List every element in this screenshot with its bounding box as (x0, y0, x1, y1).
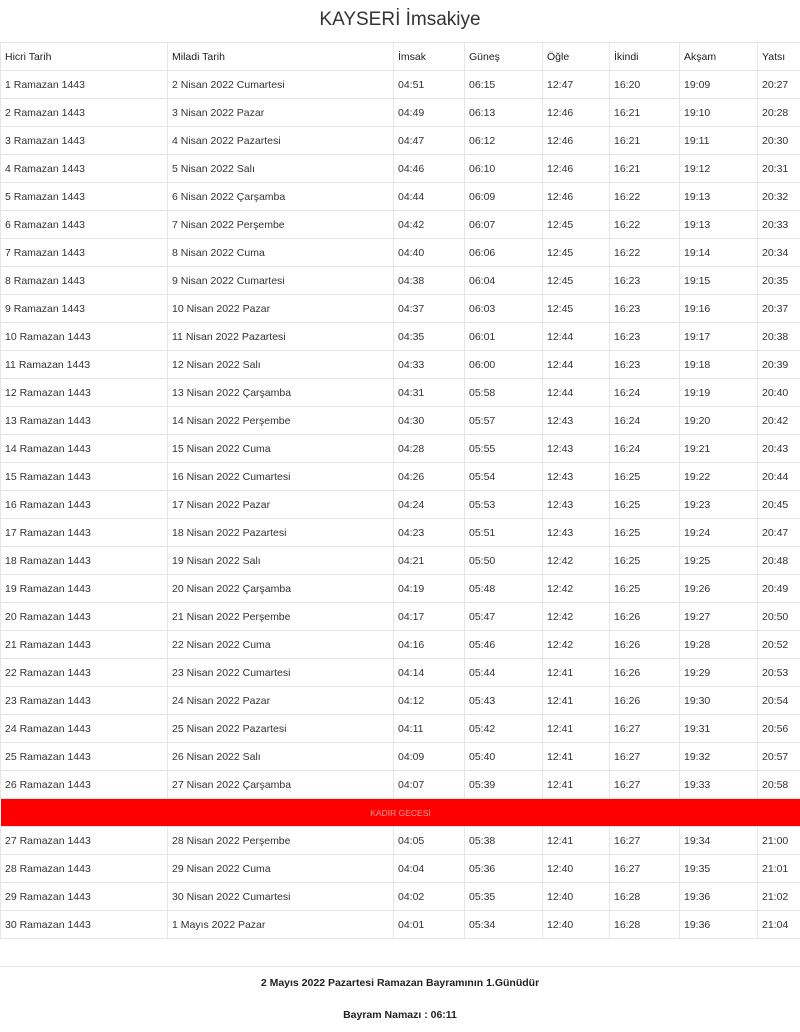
cell-ogle: 12:40 (543, 883, 610, 911)
cell-hicri: 24 Ramazan 1443 (1, 715, 168, 743)
cell-imsak: 04:02 (394, 883, 465, 911)
cell-ogle: 12:43 (543, 435, 610, 463)
cell-gunes: 05:54 (465, 463, 543, 491)
cell-imsak: 04:21 (394, 547, 465, 575)
cell-miladi: 6 Nisan 2022 Çarşamba (168, 183, 394, 211)
cell-hicri: 7 Ramazan 1443 (1, 239, 168, 267)
cell-hicri: 19 Ramazan 1443 (1, 575, 168, 603)
cell-hicri: 17 Ramazan 1443 (1, 519, 168, 547)
cell-aksam: 19:12 (680, 155, 758, 183)
table-row (1, 351, 800, 379)
cell-imsak: 04:35 (394, 323, 465, 351)
cell-imsak: 04:46 (394, 155, 465, 183)
column-header-miladi: Miladi Tarih (168, 43, 394, 71)
table-row (1, 155, 800, 183)
table-body-before (1, 71, 800, 799)
cell-yatsi: 20:37 (758, 295, 800, 323)
cell-gunes: 05:39 (465, 771, 543, 799)
cell-miladi: 25 Nisan 2022 Pazartesi (168, 715, 394, 743)
cell-aksam: 19:30 (680, 687, 758, 715)
cell-imsak: 04:01 (394, 911, 465, 939)
cell-aksam: 19:10 (680, 99, 758, 127)
cell-hicri: 25 Ramazan 1443 (1, 743, 168, 771)
cell-ogle: 12:41 (543, 771, 610, 799)
table-row (1, 855, 800, 883)
cell-imsak: 04:31 (394, 379, 465, 407)
cell-ogle: 12:45 (543, 239, 610, 267)
cell-miladi: 1 Mayıs 2022 Pazar (168, 911, 394, 939)
cell-imsak: 04:44 (394, 183, 465, 211)
cell-ikindi: 16:25 (610, 491, 680, 519)
table-row (1, 631, 800, 659)
cell-aksam: 19:26 (680, 575, 758, 603)
cell-ogle: 12:41 (543, 687, 610, 715)
cell-hicri: 1 Ramazan 1443 (1, 71, 168, 99)
cell-yatsi: 20:27 (758, 71, 800, 99)
cell-miladi: 7 Nisan 2022 Perşembe (168, 211, 394, 239)
cell-aksam: 19:17 (680, 323, 758, 351)
cell-miladi: 28 Nisan 2022 Perşembe (168, 827, 394, 855)
cell-ikindi: 16:25 (610, 547, 680, 575)
cell-gunes: 05:38 (465, 827, 543, 855)
cell-yatsi: 20:39 (758, 351, 800, 379)
cell-aksam: 19:11 (680, 127, 758, 155)
column-header-aksam: Akşam (680, 43, 758, 71)
cell-aksam: 19:33 (680, 771, 758, 799)
cell-ogle: 12:46 (543, 155, 610, 183)
table-row (1, 183, 800, 211)
cell-miladi: 3 Nisan 2022 Pazar (168, 99, 394, 127)
cell-ogle: 12:41 (543, 743, 610, 771)
cell-ogle: 12:46 (543, 183, 610, 211)
table-row (1, 211, 800, 239)
cell-aksam: 19:16 (680, 295, 758, 323)
column-header-gunes: Güneş (465, 43, 543, 71)
cell-imsak: 04:09 (394, 743, 465, 771)
table-row (1, 491, 800, 519)
cell-hicri: 10 Ramazan 1443 (1, 323, 168, 351)
cell-hicri: 8 Ramazan 1443 (1, 267, 168, 295)
cell-ogle: 12:43 (543, 407, 610, 435)
cell-imsak: 04:12 (394, 687, 465, 715)
cell-ogle: 12:45 (543, 295, 610, 323)
cell-miladi: 11 Nisan 2022 Pazartesi (168, 323, 394, 351)
cell-gunes: 05:40 (465, 743, 543, 771)
cell-miladi: 15 Nisan 2022 Cuma (168, 435, 394, 463)
cell-gunes: 05:34 (465, 911, 543, 939)
cell-ogle: 12:45 (543, 267, 610, 295)
cell-imsak: 04:51 (394, 71, 465, 99)
page-title: KAYSERİ İmsakiye (319, 9, 481, 30)
cell-yatsi: 21:01 (758, 855, 800, 883)
cell-hicri: 14 Ramazan 1443 (1, 435, 168, 463)
cell-imsak: 04:33 (394, 351, 465, 379)
cell-hicri: 18 Ramazan 1443 (1, 547, 168, 575)
cell-ikindi: 16:27 (610, 743, 680, 771)
column-header-ogle: Öğle (543, 43, 610, 71)
cell-gunes: 06:04 (465, 267, 543, 295)
table-row (1, 883, 800, 911)
cell-aksam: 19:36 (680, 911, 758, 939)
cell-miladi: 22 Nisan 2022 Cuma (168, 631, 394, 659)
cell-hicri: 4 Ramazan 1443 (1, 155, 168, 183)
cell-yatsi: 20:48 (758, 547, 800, 575)
cell-yatsi: 20:52 (758, 631, 800, 659)
cell-ogle: 12:41 (543, 715, 610, 743)
cell-ikindi: 16:25 (610, 575, 680, 603)
cell-hicri: 20 Ramazan 1443 (1, 603, 168, 631)
table-row (1, 407, 800, 435)
cell-ogle: 12:44 (543, 351, 610, 379)
cell-ikindi: 16:26 (610, 687, 680, 715)
cell-imsak: 04:26 (394, 463, 465, 491)
cell-miladi: 19 Nisan 2022 Salı (168, 547, 394, 575)
cell-aksam: 19:21 (680, 435, 758, 463)
cell-ikindi: 16:24 (610, 435, 680, 463)
cell-gunes: 05:47 (465, 603, 543, 631)
cell-gunes: 05:53 (465, 491, 543, 519)
cell-gunes: 05:48 (465, 575, 543, 603)
cell-ogle: 12:43 (543, 519, 610, 547)
cell-imsak: 04:24 (394, 491, 465, 519)
cell-ikindi: 16:26 (610, 631, 680, 659)
cell-miladi: 8 Nisan 2022 Cuma (168, 239, 394, 267)
table-row (1, 827, 800, 855)
cell-miladi: 2 Nisan 2022 Cumartesi (168, 71, 394, 99)
cell-yatsi: 20:58 (758, 771, 800, 799)
cell-ogle: 12:43 (543, 463, 610, 491)
cell-aksam: 19:13 (680, 183, 758, 211)
cell-yatsi: 20:33 (758, 211, 800, 239)
cell-aksam: 19:09 (680, 71, 758, 99)
cell-ikindi: 16:25 (610, 463, 680, 491)
cell-ikindi: 16:23 (610, 351, 680, 379)
cell-aksam: 19:14 (680, 239, 758, 267)
cell-imsak: 04:37 (394, 295, 465, 323)
cell-gunes: 05:58 (465, 379, 543, 407)
cell-miladi: 10 Nisan 2022 Pazar (168, 295, 394, 323)
cell-imsak: 04:49 (394, 99, 465, 127)
table-row (1, 715, 800, 743)
cell-miladi: 4 Nisan 2022 Pazartesi (168, 127, 394, 155)
cell-gunes: 06:01 (465, 323, 543, 351)
imsakiye-table (0, 42, 800, 939)
cell-aksam: 19:15 (680, 267, 758, 295)
column-header-yatsi: Yatsı (758, 43, 800, 71)
cell-ikindi: 16:23 (610, 267, 680, 295)
cell-ogle: 12:42 (543, 603, 610, 631)
cell-ogle: 12:44 (543, 379, 610, 407)
cell-gunes: 06:03 (465, 295, 543, 323)
cell-imsak: 04:30 (394, 407, 465, 435)
cell-miladi: 12 Nisan 2022 Salı (168, 351, 394, 379)
table-row (1, 911, 800, 939)
cell-imsak: 04:07 (394, 771, 465, 799)
cell-miladi: 17 Nisan 2022 Pazar (168, 491, 394, 519)
bayram-namazi: Bayram Namazı : 06:11 (343, 1009, 457, 1021)
cell-yatsi: 20:47 (758, 519, 800, 547)
cell-hicri: 3 Ramazan 1443 (1, 127, 168, 155)
cell-imsak: 04:23 (394, 519, 465, 547)
cell-ikindi: 16:27 (610, 715, 680, 743)
cell-yatsi: 20:57 (758, 743, 800, 771)
cell-yatsi: 20:30 (758, 127, 800, 155)
cell-yatsi: 20:34 (758, 239, 800, 267)
cell-ogle: 12:41 (543, 659, 610, 687)
cell-yatsi: 20:50 (758, 603, 800, 631)
cell-hicri: 6 Ramazan 1443 (1, 211, 168, 239)
table-row (1, 71, 800, 99)
cell-gunes: 05:50 (465, 547, 543, 575)
cell-gunes: 05:57 (465, 407, 543, 435)
cell-ikindi: 16:27 (610, 855, 680, 883)
cell-imsak: 04:16 (394, 631, 465, 659)
cell-ikindi: 16:26 (610, 659, 680, 687)
cell-yatsi: 21:04 (758, 911, 800, 939)
cell-yatsi: 20:31 (758, 155, 800, 183)
kadir-gecesi-label: KADİR GECESİ (1, 799, 800, 827)
table-row (1, 659, 800, 687)
cell-miladi: 30 Nisan 2022 Cumartesi (168, 883, 394, 911)
cell-gunes: 06:00 (465, 351, 543, 379)
cell-hicri: 29 Ramazan 1443 (1, 883, 168, 911)
table-row (1, 463, 800, 491)
cell-miladi: 20 Nisan 2022 Çarşamba (168, 575, 394, 603)
cell-ogle: 12:44 (543, 323, 610, 351)
cell-ikindi: 16:22 (610, 183, 680, 211)
cell-yatsi: 20:32 (758, 183, 800, 211)
cell-aksam: 19:20 (680, 407, 758, 435)
cell-aksam: 19:22 (680, 463, 758, 491)
cell-yatsi: 20:38 (758, 323, 800, 351)
cell-aksam: 19:19 (680, 379, 758, 407)
cell-aksam: 19:34 (680, 827, 758, 855)
cell-hicri: 27 Ramazan 1443 (1, 827, 168, 855)
column-header-hicri: Hicri Tarih (1, 43, 168, 71)
cell-aksam: 19:28 (680, 631, 758, 659)
cell-miladi: 13 Nisan 2022 Çarşamba (168, 379, 394, 407)
cell-ikindi: 16:23 (610, 323, 680, 351)
cell-ikindi: 16:23 (610, 295, 680, 323)
cell-ogle: 12:45 (543, 211, 610, 239)
cell-ikindi: 16:26 (610, 603, 680, 631)
cell-hicri: 30 Ramazan 1443 (1, 911, 168, 939)
cell-aksam: 19:29 (680, 659, 758, 687)
cell-miladi: 18 Nisan 2022 Pazartesi (168, 519, 394, 547)
cell-yatsi: 20:43 (758, 435, 800, 463)
cell-miladi: 23 Nisan 2022 Cumartesi (168, 659, 394, 687)
cell-miladi: 21 Nisan 2022 Perşembe (168, 603, 394, 631)
table-row (1, 435, 800, 463)
cell-miladi: 26 Nisan 2022 Salı (168, 743, 394, 771)
cell-aksam: 19:23 (680, 491, 758, 519)
footer (0, 966, 800, 1021)
cell-hicri: 9 Ramazan 1443 (1, 295, 168, 323)
table-row (1, 127, 800, 155)
cell-gunes: 05:35 (465, 883, 543, 911)
cell-hicri: 16 Ramazan 1443 (1, 491, 168, 519)
cell-gunes: 06:07 (465, 211, 543, 239)
cell-imsak: 04:14 (394, 659, 465, 687)
cell-imsak: 04:38 (394, 267, 465, 295)
cell-imsak: 04:28 (394, 435, 465, 463)
cell-ikindi: 16:25 (610, 519, 680, 547)
cell-yatsi: 21:00 (758, 827, 800, 855)
cell-imsak: 04:05 (394, 827, 465, 855)
cell-gunes: 06:13 (465, 99, 543, 127)
table-row (1, 239, 800, 267)
table-row (1, 99, 800, 127)
cell-aksam: 19:32 (680, 743, 758, 771)
table-row (1, 575, 800, 603)
cell-aksam: 19:24 (680, 519, 758, 547)
table-row (1, 379, 800, 407)
cell-ogle: 12:42 (543, 631, 610, 659)
column-header-ikindi: İkindi (610, 43, 680, 71)
cell-miladi: 5 Nisan 2022 Salı (168, 155, 394, 183)
cell-ogle: 12:43 (543, 491, 610, 519)
table-header-row (1, 43, 800, 71)
cell-hicri: 28 Ramazan 1443 (1, 855, 168, 883)
cell-aksam: 19:18 (680, 351, 758, 379)
cell-gunes: 05:55 (465, 435, 543, 463)
cell-yatsi: 20:28 (758, 99, 800, 127)
cell-ogle: 12:42 (543, 547, 610, 575)
cell-aksam: 19:13 (680, 211, 758, 239)
table-row (1, 547, 800, 575)
cell-ikindi: 16:22 (610, 239, 680, 267)
cell-gunes: 06:15 (465, 71, 543, 99)
kadir-section (1, 799, 800, 827)
cell-gunes: 05:51 (465, 519, 543, 547)
cell-ogle: 12:41 (543, 827, 610, 855)
cell-ogle: 12:46 (543, 99, 610, 127)
cell-hicri: 21 Ramazan 1443 (1, 631, 168, 659)
cell-gunes: 06:06 (465, 239, 543, 267)
cell-imsak: 04:42 (394, 211, 465, 239)
cell-gunes: 05:43 (465, 687, 543, 715)
cell-hicri: 22 Ramazan 1443 (1, 659, 168, 687)
cell-gunes: 05:36 (465, 855, 543, 883)
cell-hicri: 2 Ramazan 1443 (1, 99, 168, 127)
table-row (1, 603, 800, 631)
cell-ogle: 12:42 (543, 575, 610, 603)
cell-miladi: 27 Nisan 2022 Çarşamba (168, 771, 394, 799)
table-body-after (1, 827, 800, 939)
cell-ikindi: 16:28 (610, 911, 680, 939)
cell-imsak: 04:40 (394, 239, 465, 267)
cell-aksam: 19:25 (680, 547, 758, 575)
cell-miladi: 16 Nisan 2022 Cumartesi (168, 463, 394, 491)
cell-ogle: 12:46 (543, 127, 610, 155)
cell-ogle: 12:40 (543, 911, 610, 939)
cell-imsak: 04:17 (394, 603, 465, 631)
cell-yatsi: 20:53 (758, 659, 800, 687)
cell-yatsi: 21:02 (758, 883, 800, 911)
column-header-imsak: İmsak (394, 43, 465, 71)
cell-imsak: 04:04 (394, 855, 465, 883)
bayram-note: 2 Mayıs 2022 Pazartesi Ramazan Bayramının 1.Günüdür (260, 977, 540, 989)
cell-yatsi: 20:49 (758, 575, 800, 603)
cell-yatsi: 20:44 (758, 463, 800, 491)
cell-ikindi: 16:27 (610, 771, 680, 799)
kadir-gecesi-row (1, 799, 800, 827)
cell-imsak: 04:19 (394, 575, 465, 603)
cell-gunes: 05:46 (465, 631, 543, 659)
cell-ikindi: 16:21 (610, 155, 680, 183)
cell-gunes: 06:12 (465, 127, 543, 155)
cell-hicri: 26 Ramazan 1443 (1, 771, 168, 799)
cell-aksam: 19:36 (680, 883, 758, 911)
cell-ikindi: 16:21 (610, 127, 680, 155)
cell-ikindi: 16:28 (610, 883, 680, 911)
cell-ikindi: 16:21 (610, 99, 680, 127)
cell-imsak: 04:11 (394, 715, 465, 743)
cell-ogle: 12:47 (543, 71, 610, 99)
cell-yatsi: 20:40 (758, 379, 800, 407)
cell-ikindi: 16:24 (610, 379, 680, 407)
cell-hicri: 15 Ramazan 1443 (1, 463, 168, 491)
cell-hicri: 5 Ramazan 1443 (1, 183, 168, 211)
cell-miladi: 14 Nisan 2022 Perşembe (168, 407, 394, 435)
table-row (1, 323, 800, 351)
cell-ikindi: 16:27 (610, 827, 680, 855)
cell-miladi: 9 Nisan 2022 Cumartesi (168, 267, 394, 295)
cell-aksam: 19:27 (680, 603, 758, 631)
cell-miladi: 29 Nisan 2022 Cuma (168, 855, 394, 883)
table-row (1, 267, 800, 295)
cell-ikindi: 16:20 (610, 71, 680, 99)
cell-ikindi: 16:22 (610, 211, 680, 239)
cell-aksam: 19:31 (680, 715, 758, 743)
table-row (1, 295, 800, 323)
cell-hicri: 12 Ramazan 1443 (1, 379, 168, 407)
cell-hicri: 23 Ramazan 1443 (1, 687, 168, 715)
cell-gunes: 06:09 (465, 183, 543, 211)
cell-ikindi: 16:24 (610, 407, 680, 435)
cell-hicri: 13 Ramazan 1443 (1, 407, 168, 435)
table-row (1, 771, 800, 799)
cell-gunes: 06:10 (465, 155, 543, 183)
cell-yatsi: 20:56 (758, 715, 800, 743)
cell-yatsi: 20:45 (758, 491, 800, 519)
cell-hicri: 11 Ramazan 1443 (1, 351, 168, 379)
cell-yatsi: 20:42 (758, 407, 800, 435)
table-row (1, 687, 800, 715)
cell-imsak: 04:47 (394, 127, 465, 155)
cell-yatsi: 20:35 (758, 267, 800, 295)
table-row (1, 743, 800, 771)
cell-aksam: 19:35 (680, 855, 758, 883)
table-row (1, 519, 800, 547)
cell-gunes: 05:44 (465, 659, 543, 687)
cell-miladi: 24 Nisan 2022 Pazar (168, 687, 394, 715)
cell-yatsi: 20:54 (758, 687, 800, 715)
cell-gunes: 05:42 (465, 715, 543, 743)
cell-ogle: 12:40 (543, 855, 610, 883)
